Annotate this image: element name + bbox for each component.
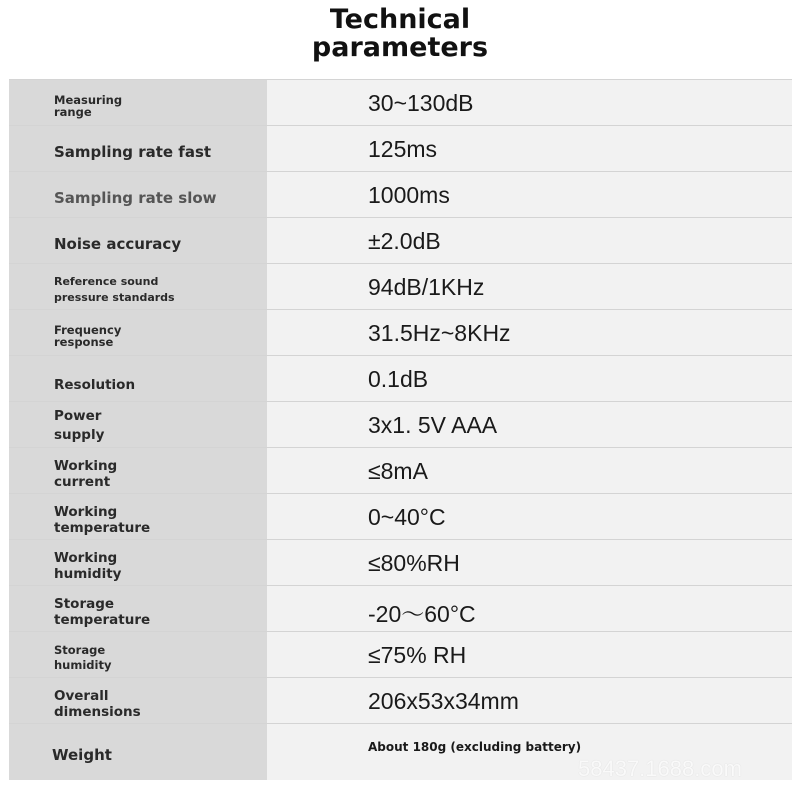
spec-value: 125ms: [267, 126, 792, 171]
spec-row-sampling-fast: [9, 126, 792, 172]
spec-value: ±2.0dB: [267, 218, 792, 263]
spec-label: Working temperature: [9, 494, 267, 539]
spec-value: About 180g (excluding battery): [267, 724, 792, 780]
spec-value: ≤8mA: [267, 448, 792, 493]
spec-row-storage-humidity: [9, 632, 792, 678]
spec-value: 0~40°C: [267, 494, 792, 539]
page-title: [0, 6, 800, 62]
spec-label: Working humidity: [9, 540, 267, 585]
spec-label: Noise accuracy: [9, 218, 267, 263]
spec-row-overall-dimensions: [9, 678, 792, 724]
spec-value: 206x53x34mm: [267, 678, 792, 723]
title-line-1: Technical: [329, 4, 471, 35]
spec-label: Storage temperature: [9, 586, 267, 631]
spec-label: Reference sound pressure standards: [9, 264, 267, 309]
spec-value: 31.5Hz~8KHz: [267, 310, 792, 355]
spec-value: 1000ms: [267, 172, 792, 217]
spec-value: 0.1dB: [267, 356, 792, 401]
spec-row-sampling-slow: [9, 172, 792, 218]
spec-label: Overall dimensions: [9, 678, 267, 723]
spec-row-working-temperature: [9, 494, 792, 540]
spec-row-resolution: [9, 356, 792, 402]
spec-row-storage-temperature: [9, 586, 792, 632]
spec-value: 94dB/1KHz: [267, 264, 792, 309]
spec-row-working-current: [9, 448, 792, 494]
spec-row-reference-sound: [9, 264, 792, 310]
spec-label: Working current: [9, 448, 267, 493]
spec-row-frequency-response: [9, 310, 792, 356]
spec-value: ≤80%RH: [267, 540, 792, 585]
spec-value: 3x1. 5V AAA: [267, 402, 792, 447]
spec-label: Sampling rate fast: [9, 126, 267, 171]
spec-label: Power supply: [9, 402, 267, 447]
watermark: 58437.1688.com: [578, 756, 742, 781]
title-line-2: parameters: [311, 32, 489, 63]
spec-label: Weight: [9, 724, 267, 780]
spec-row-power-supply: [9, 402, 792, 448]
spec-label: Frequency response: [9, 310, 267, 355]
spec-row-working-humidity: [9, 540, 792, 586]
spec-row-measuring-range: [9, 80, 792, 126]
spec-label: Sampling rate slow: [9, 172, 267, 217]
spec-label: Storage humidity: [9, 632, 267, 677]
spec-label: Resolution: [9, 356, 267, 401]
spec-label: Measuring range: [9, 80, 267, 125]
spec-value: ≤75% RH: [267, 632, 792, 677]
spec-row-noise-accuracy: [9, 218, 792, 264]
spec-table: [9, 79, 792, 780]
spec-value: 30~130dB: [267, 80, 792, 125]
spec-value: -20～60°C: [267, 586, 792, 631]
